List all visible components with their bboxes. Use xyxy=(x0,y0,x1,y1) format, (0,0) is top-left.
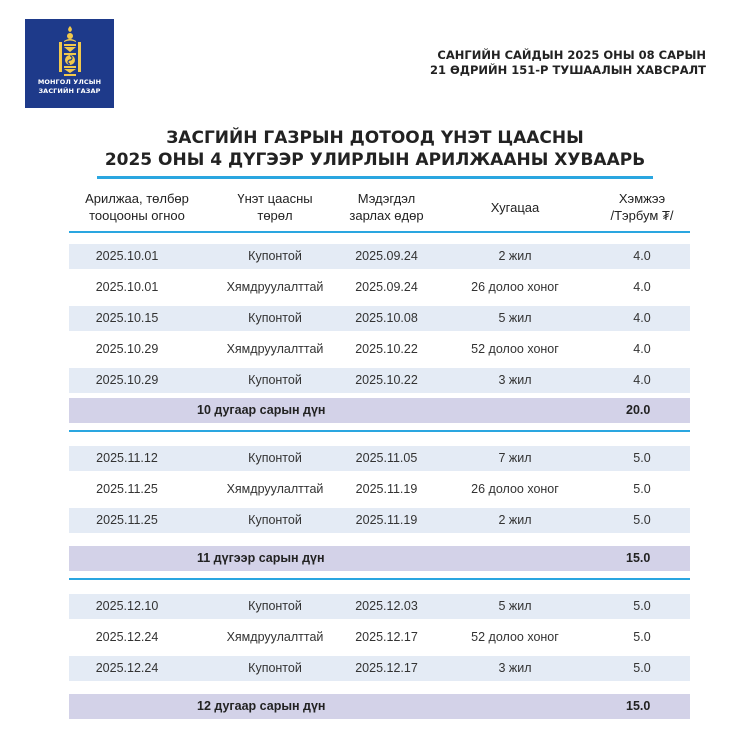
subtotal-value: 20.0 xyxy=(626,403,651,417)
logo-text xyxy=(38,78,101,96)
announcement-date-cell: 2025.09.24 xyxy=(355,249,418,263)
order-reference xyxy=(346,48,706,78)
amount-cell: 5.0 xyxy=(633,599,651,613)
announcement-date-cell: 2025.11.05 xyxy=(355,451,418,465)
table-row xyxy=(69,594,690,619)
header-announcement-date-line-2: зарлах өдөр xyxy=(349,208,424,223)
security-type-cell: Купонтой xyxy=(248,513,302,527)
announcement-date-cell: 2025.09.24 xyxy=(355,280,418,294)
order-reference-line-2: 21 ӨДРИЙН 151-Р ТУШААЛЫН ХАВСРАЛТ xyxy=(429,63,706,77)
table-row xyxy=(69,656,690,681)
security-type-cell: Купонтой xyxy=(248,599,302,613)
amount-cell: 4.0 xyxy=(633,280,651,294)
table-row xyxy=(69,508,690,533)
term-cell: 52 долоо хоног xyxy=(471,630,559,644)
trade-date-cell: 2025.12.10 xyxy=(95,599,159,613)
term-cell: 26 долоо хоног xyxy=(471,280,559,294)
announcement-date-cell: 2025.10.08 xyxy=(355,311,418,325)
security-type-cell: Купонтой xyxy=(248,451,302,465)
trade-date-cell: 2025.10.01 xyxy=(95,249,159,263)
logo-text-line-1: МОНГОЛ УЛСЫН xyxy=(37,78,102,86)
subtotal-label: 10 дугаар сарын дүн xyxy=(197,403,326,417)
block-divider xyxy=(69,430,690,432)
subtotal-value: 15.0 xyxy=(626,699,651,713)
trade-date-cell: 2025.10.29 xyxy=(95,342,159,356)
amount-cell: 5.0 xyxy=(633,661,651,675)
announcement-date-cell: 2025.10.22 xyxy=(355,373,418,387)
trade-date-cell: 2025.10.29 xyxy=(95,373,159,387)
header-trade-date xyxy=(74,190,200,224)
header-term-label: Хугацаа xyxy=(490,200,540,215)
trade-date-cell: 2025.11.25 xyxy=(96,513,158,527)
table-row xyxy=(69,244,690,269)
announcement-date-cell: 2025.11.19 xyxy=(355,513,418,527)
trade-date-cell: 2025.11.12 xyxy=(96,451,158,465)
page-title xyxy=(0,127,750,171)
table-row xyxy=(69,306,690,331)
trade-date-cell: 2025.10.15 xyxy=(95,311,159,325)
subtotal-label: 11 дүгээр сарын дүн xyxy=(197,551,325,565)
trade-date-cell: 2025.12.24 xyxy=(95,661,159,675)
term-cell: 3 жил xyxy=(498,661,532,675)
amount-cell: 5.0 xyxy=(633,630,651,644)
header-amount-line-1: Хэмжээ xyxy=(618,191,666,206)
subtotal-row-october xyxy=(69,398,690,423)
header-amount-line-2: /Тэрбум ₮/ xyxy=(610,208,674,223)
term-cell: 26 долоо хоног xyxy=(471,482,559,496)
subtotal-row-november xyxy=(69,546,690,571)
block-divider xyxy=(69,578,690,580)
security-type-cell: Хямдруулалттай xyxy=(226,630,324,644)
table-row xyxy=(69,337,690,362)
subtotal-row-december xyxy=(69,694,690,719)
table-row xyxy=(69,275,690,300)
table-row xyxy=(69,625,690,650)
security-type-cell: Купонтой xyxy=(248,373,302,387)
term-cell: 5 жил xyxy=(498,599,532,613)
announcement-date-cell: 2025.12.17 xyxy=(355,661,418,675)
amount-cell: 5.0 xyxy=(633,513,651,527)
term-cell: 52 долоо хоног xyxy=(471,342,559,356)
header-security-type-line-1: Үнэт цаасны xyxy=(237,191,313,206)
table-row xyxy=(69,446,690,471)
term-cell: 2 жил xyxy=(498,249,532,263)
trade-date-cell: 2025.12.24 xyxy=(95,630,159,644)
header-trade-date-line-2: тооцооны огноо xyxy=(89,208,185,223)
amount-cell: 4.0 xyxy=(633,342,651,356)
table-row xyxy=(69,368,690,393)
header-security-type-line-2: төрөл xyxy=(257,208,293,223)
term-cell: 3 жил xyxy=(498,373,532,387)
term-cell: 7 жил xyxy=(498,451,532,465)
header-trade-date-line-1: Арилжаа, төлбөр xyxy=(85,191,189,206)
soyombo-emblem-icon xyxy=(57,25,83,77)
amount-cell: 5.0 xyxy=(633,482,651,496)
header-announcement-date-line-1: Мэдэгдэл xyxy=(357,191,416,206)
header-security-type xyxy=(195,190,355,224)
header-announcement-date xyxy=(339,190,434,224)
header-divider xyxy=(69,231,690,233)
announcement-date-cell: 2025.12.03 xyxy=(355,599,418,613)
security-type-cell: Купонтой xyxy=(248,249,302,263)
order-reference-line-1: САНГИЙН САЙДЫН 2025 ОНЫ 08 САРЫН xyxy=(437,48,706,62)
security-type-cell: Хямдруулалттай xyxy=(226,280,324,294)
announcement-date-cell: 2025.10.22 xyxy=(355,342,418,356)
logo-text-line-2: ЗАСГИЙН ГАЗАР xyxy=(38,87,101,95)
security-type-cell: Хямдруулалттай xyxy=(226,482,324,496)
government-logo xyxy=(25,19,114,108)
announcement-date-cell: 2025.11.19 xyxy=(355,482,418,496)
trade-date-cell: 2025.10.01 xyxy=(95,280,159,294)
subtotal-label: 12 дугаар сарын дүн xyxy=(197,699,326,713)
security-type-cell: Хямдруулалттай xyxy=(226,342,324,356)
term-cell: 5 жил xyxy=(498,311,532,325)
amount-cell: 4.0 xyxy=(633,249,651,263)
title-divider xyxy=(97,176,653,179)
announcement-date-cell: 2025.12.17 xyxy=(355,630,418,644)
table-row xyxy=(69,477,690,502)
amount-cell: 4.0 xyxy=(633,373,651,387)
amount-cell: 4.0 xyxy=(633,311,651,325)
security-type-cell: Купонтой xyxy=(248,661,302,675)
page-title-line-1: ЗАСГИЙН ГАЗРЫН ДОТООД ҮНЭТ ЦААСНЫ xyxy=(166,128,584,148)
header-term xyxy=(445,199,585,216)
page-title-line-2: 2025 ОНЫ 4 ДҮГЭЭР УЛИРЛЫН АРИЛЖААНЫ ХУВААРЬ xyxy=(104,150,646,170)
term-cell: 2 жил xyxy=(498,513,532,527)
header-amount xyxy=(597,190,687,224)
trade-date-cell: 2025.11.25 xyxy=(96,482,158,496)
security-type-cell: Купонтой xyxy=(248,311,302,325)
subtotal-value: 15.0 xyxy=(626,551,651,565)
amount-cell: 5.0 xyxy=(633,451,651,465)
